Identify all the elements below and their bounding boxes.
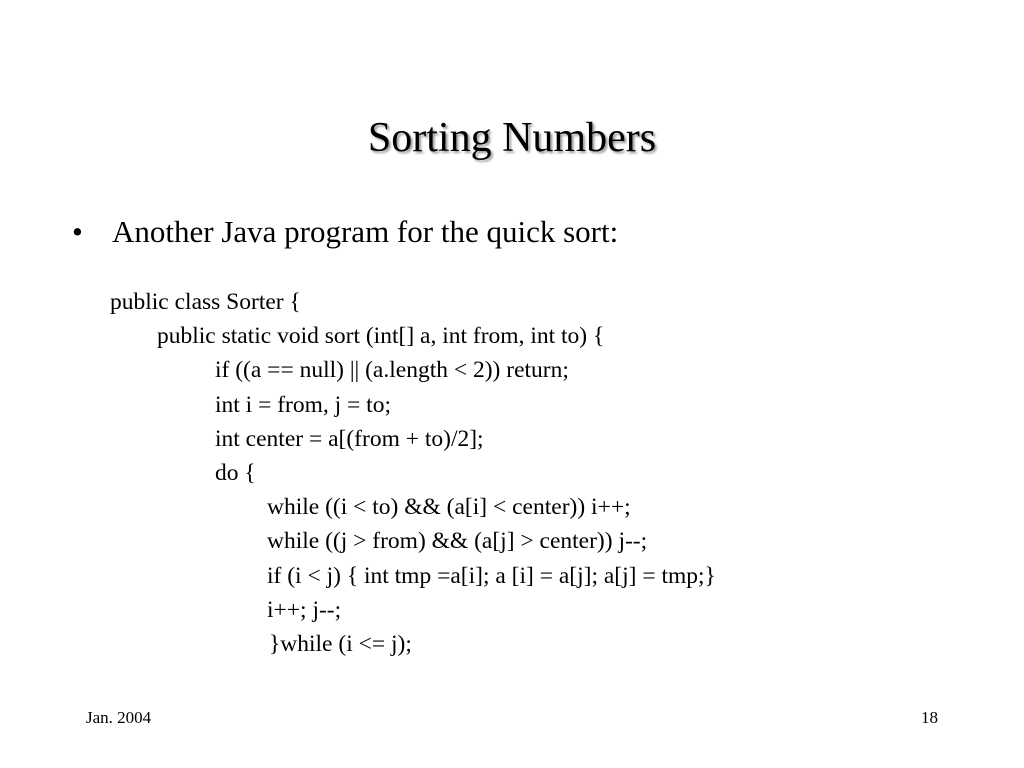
code-line: int i = from, j = to; xyxy=(215,391,391,418)
code-line: int center = a[(from + to)/2]; xyxy=(215,425,484,452)
code-line: i++; j--; xyxy=(267,596,342,623)
code-line: if ((a == null) || (a.length < 2)) return; xyxy=(215,357,569,384)
page-number: 18 xyxy=(921,708,938,727)
code-line: while ((i < to) && (a[i] < center)) i++; xyxy=(267,494,631,521)
footer-date: Jan. 2004 xyxy=(86,708,152,727)
code-line: public class Sorter { xyxy=(110,289,301,315)
slide-title: Sorting Numbers xyxy=(367,115,657,161)
code-line: }while (i <= j); xyxy=(269,630,412,657)
code-line: if (i < j) { int tmp =a[i]; a [i] = a[j]; a[j] = tmp;} xyxy=(267,562,716,589)
code-line: while ((j > from) && (a[j] > center)) j--; xyxy=(267,528,648,555)
bullet-symbol: • xyxy=(72,214,83,249)
code-line: do { xyxy=(215,459,256,486)
code-line: public static void sort (int[] a, int from, int to) { xyxy=(157,323,605,350)
bullet-item xyxy=(72,212,618,252)
bullet-text: Another Java program for the quick sort: xyxy=(112,214,619,249)
code-block xyxy=(110,285,716,661)
